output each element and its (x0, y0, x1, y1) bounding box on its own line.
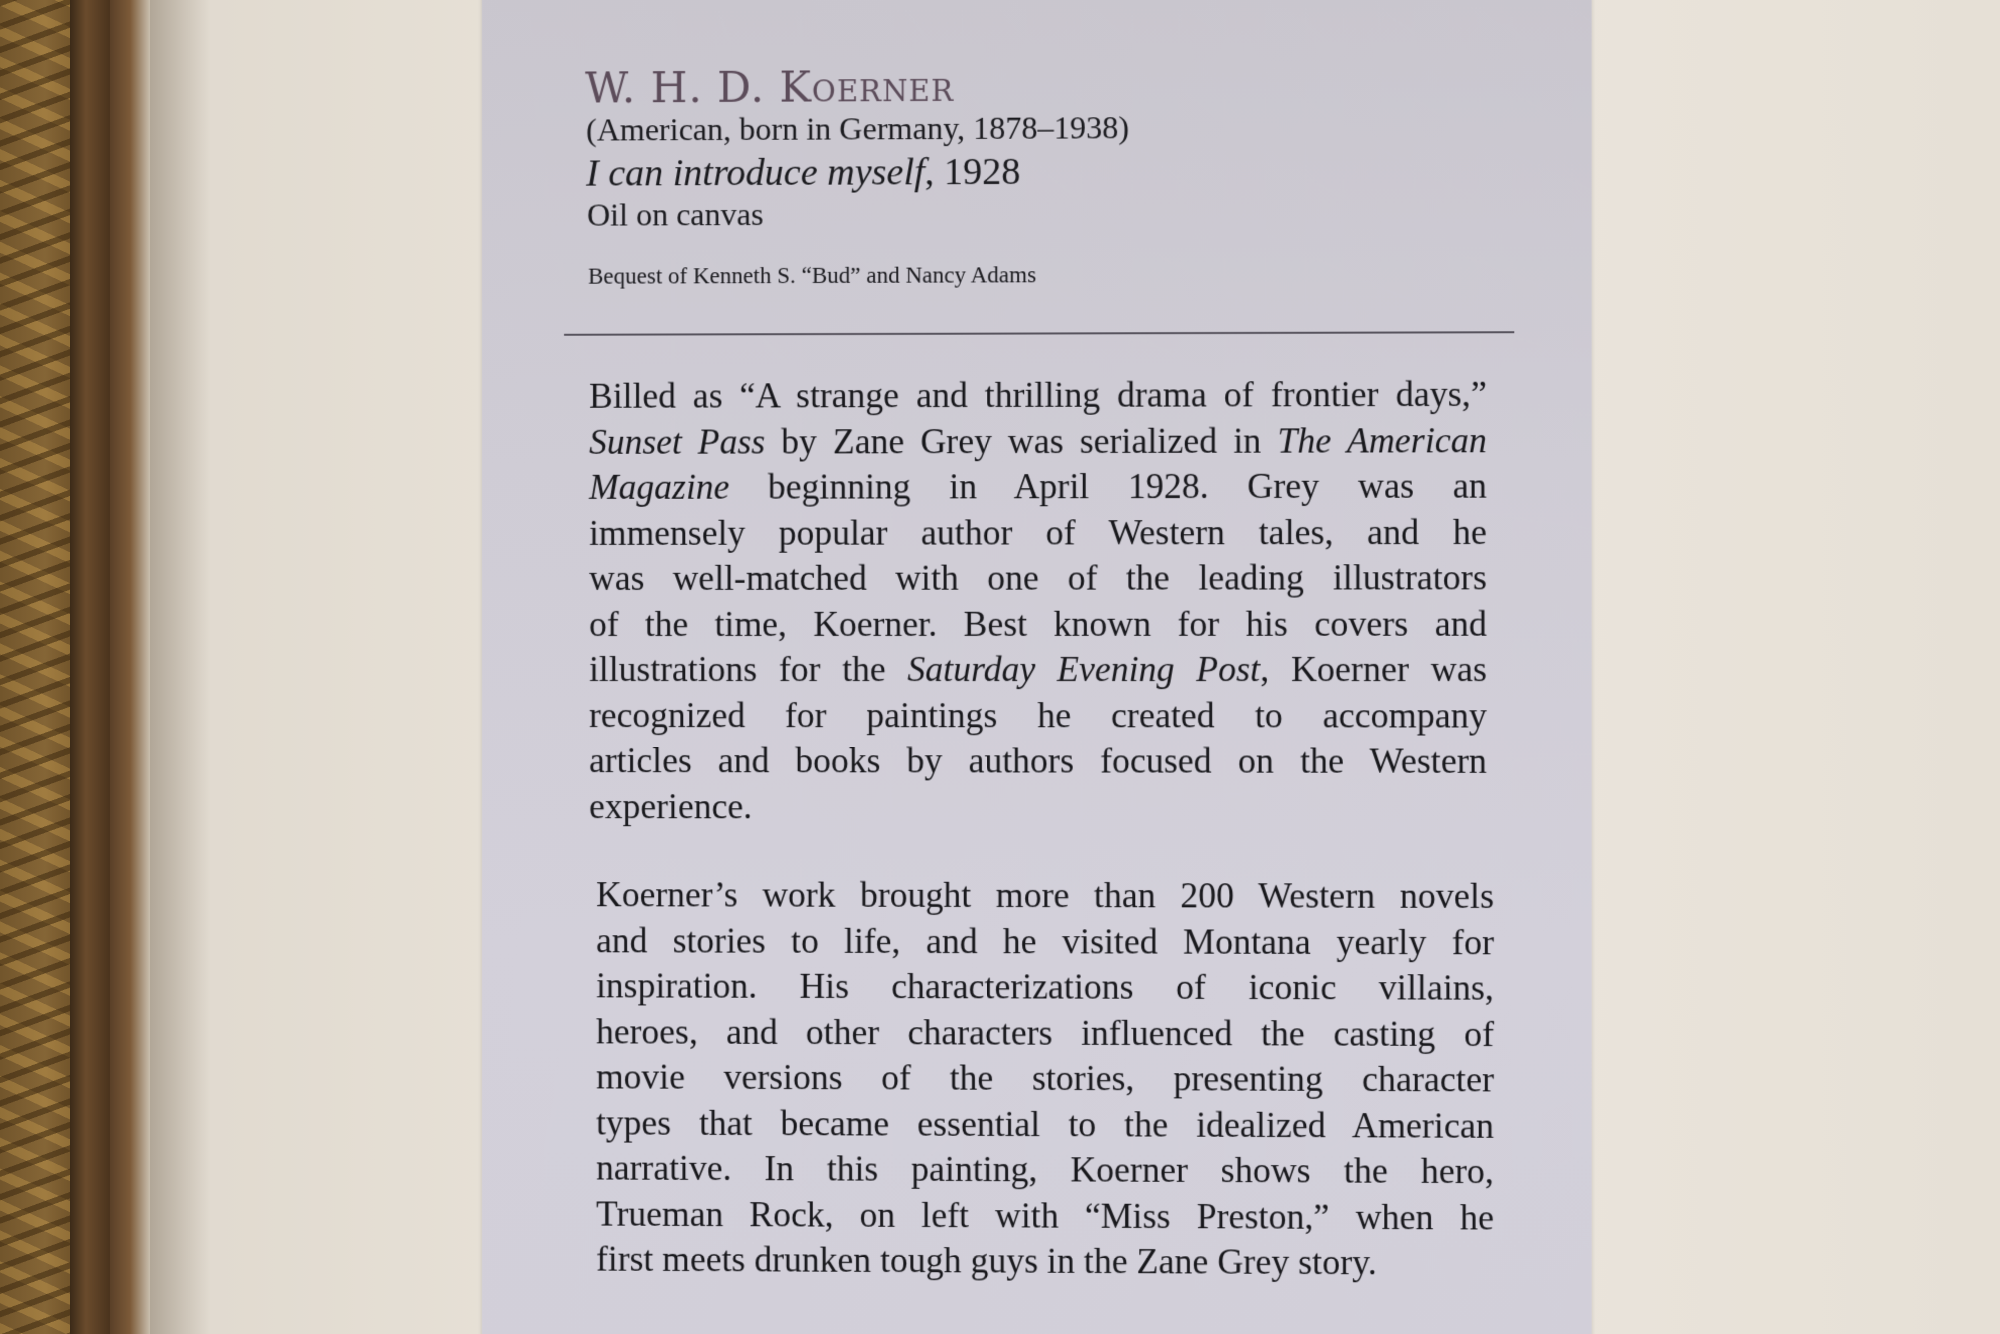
credit-line: Bequest of Kenneth S. “Bud” and Nancy Adams (588, 262, 1037, 289)
paragraph-line: heroes, and other characters influenced the casting of (596, 1010, 1494, 1054)
italic-title: Sunset Pass (589, 420, 766, 462)
paragraph-line: recognized for paintings he created to accompany (589, 694, 1487, 736)
italic-title: Saturday Evening Post (907, 648, 1261, 690)
artwork-title: I can introduce myself (586, 151, 925, 195)
line-text: by Zane Grey was serialized in (765, 419, 1278, 462)
line-text: illustrations for the (589, 648, 908, 690)
paragraph-line (589, 417, 1487, 464)
line-text: , Koerner was (1260, 648, 1487, 690)
museum-label-card (482, 0, 1592, 1334)
paragraph-line: immensely popular author of Western tales, and he (589, 511, 1487, 553)
frame-molding (70, 0, 110, 1334)
frame-edge (110, 0, 150, 1334)
description-paragraph-1 (589, 372, 1487, 831)
artwork-title-line (586, 150, 1020, 196)
paragraph-line: movie versions of the stories, presenting character (596, 1056, 1494, 1100)
paragraph-line (589, 463, 1487, 510)
description-paragraph-2 (596, 872, 1494, 1286)
italic-title: Magazine (589, 466, 730, 507)
artist-name: W. H. D. Koerner (585, 61, 954, 113)
paragraph-line: Trueman Rock, on left with “Miss Preston,” when he (596, 1192, 1494, 1238)
paragraph-line: Koerner’s work brought more than 200 Western novels (596, 874, 1494, 916)
paragraph-line: and stories to life, and he visited Montana yearly for (596, 919, 1494, 962)
paragraph-line: narrative. In this painting, Koerner shows the hero, (596, 1147, 1494, 1192)
paragraph-line: of the time, Koerner. Best known for his covers and (589, 602, 1487, 644)
italic-title: The American (1277, 419, 1487, 461)
paragraph-line: was well-matched with one of the leading illustrators (589, 557, 1487, 598)
label-divider (564, 331, 1514, 336)
frame-shadow (150, 0, 210, 1334)
paragraph-line (589, 647, 1487, 693)
paragraph-line: Billed as “A strange and thrilling drama of frontier days,” (589, 373, 1487, 416)
line-text: beginning in April 1928. Grey was an (729, 465, 1487, 507)
artist-bio: (American, born in Germany, 1878–1938) (586, 109, 1130, 148)
title-separator: , (924, 151, 935, 194)
paragraph-line: inspiration. His characterizations of iconic villains, (596, 965, 1494, 1008)
artwork-year: 1928 (943, 150, 1021, 194)
paragraph-line: types that became essential to the idealized American (596, 1101, 1494, 1146)
paragraph-line: articles and books by authors focused on the Western (589, 740, 1487, 781)
paragraph-line: experience. (589, 785, 753, 826)
paragraph-line: first meets drunken tough guys in the Zane Grey story. (596, 1238, 1377, 1283)
artwork-medium: Oil on canvas (587, 195, 764, 233)
